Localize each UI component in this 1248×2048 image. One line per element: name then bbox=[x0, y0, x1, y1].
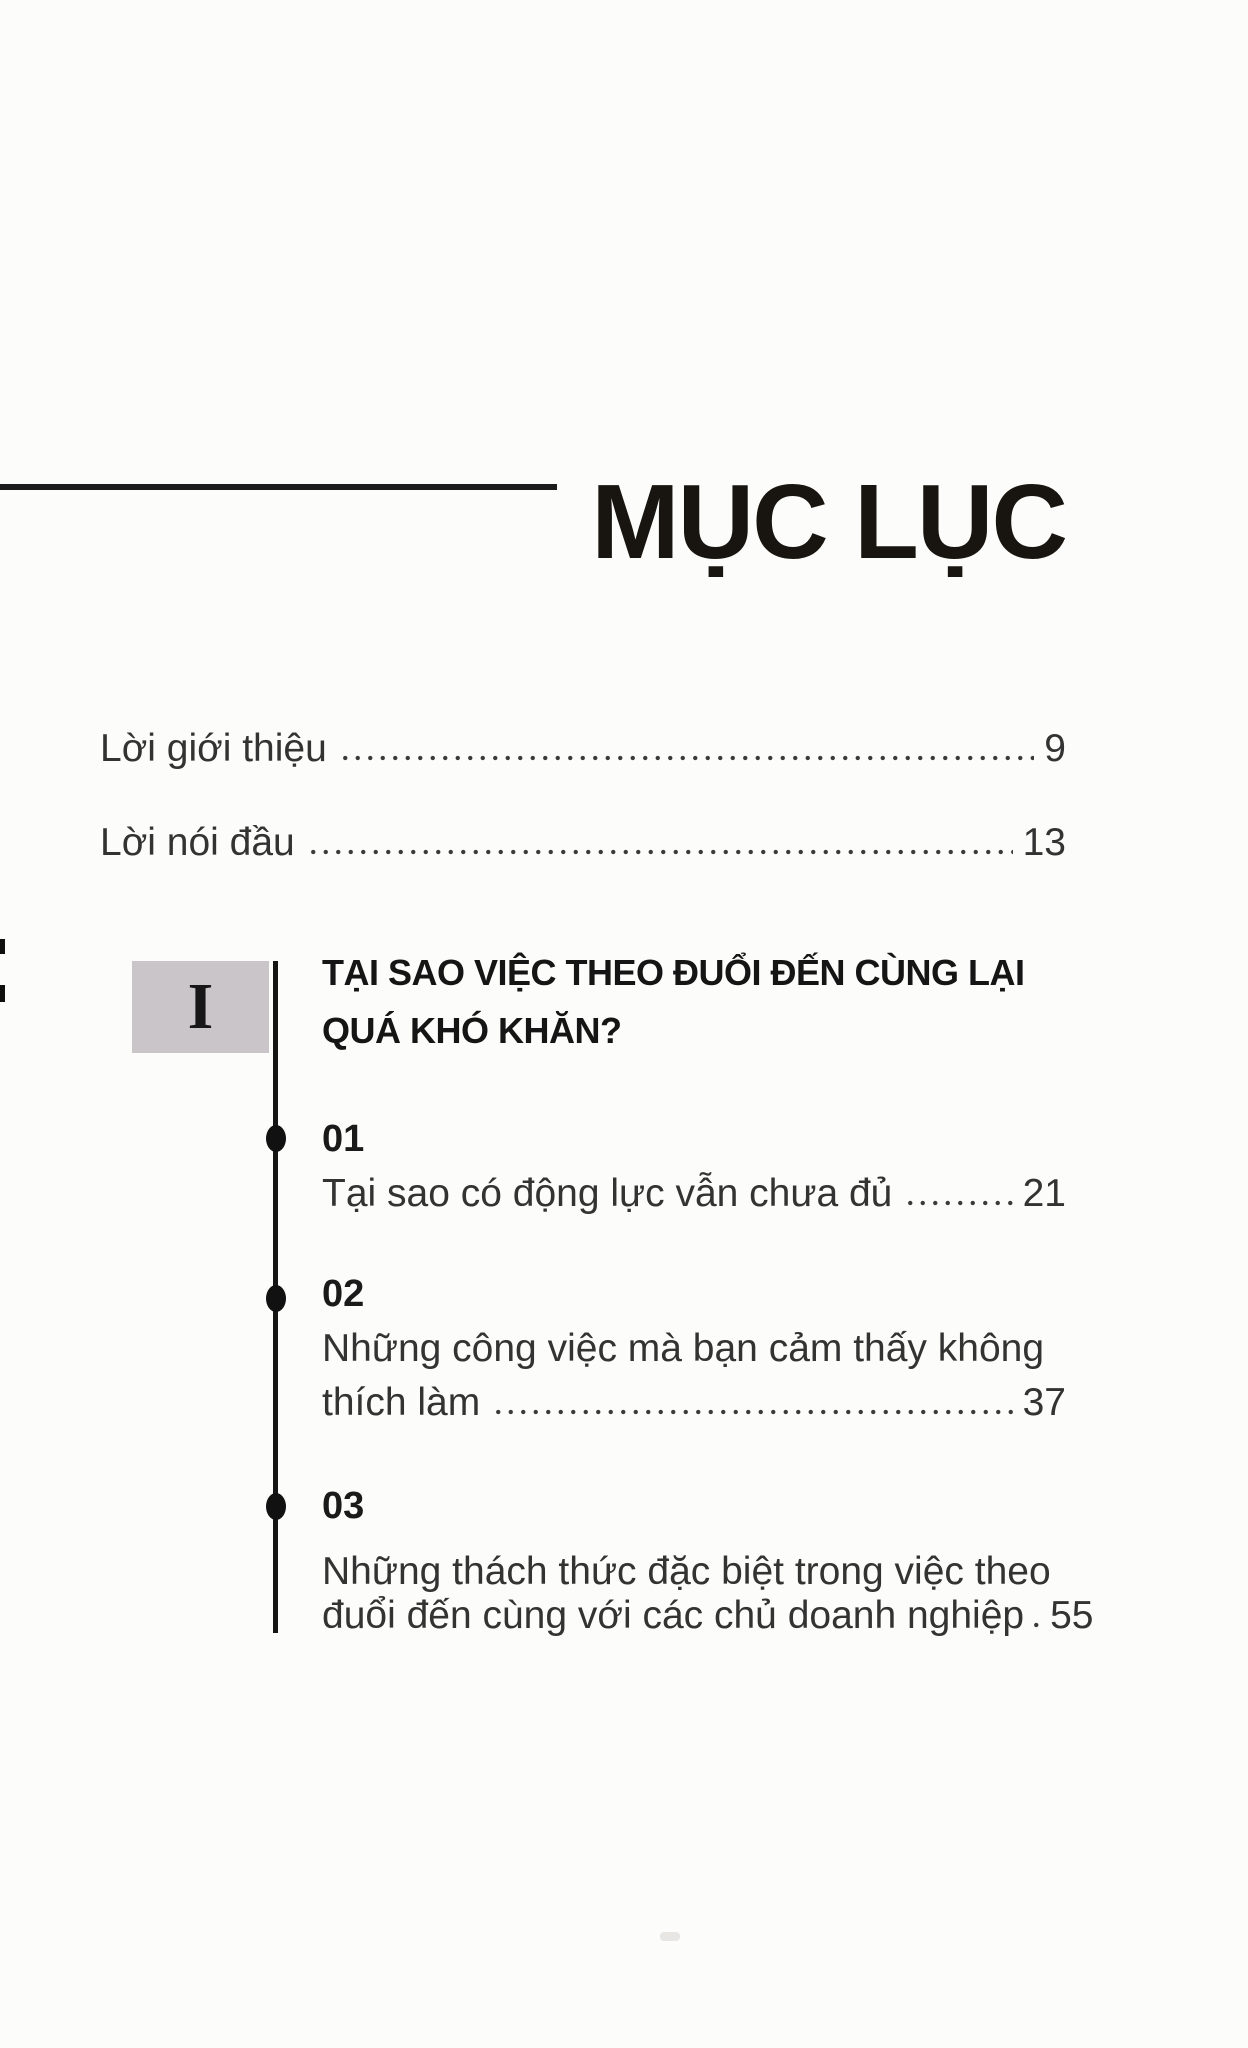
page-title: MỤC LỤC bbox=[591, 463, 1066, 582]
scan-artifact-smudge bbox=[660, 1932, 680, 1941]
toc-entry-label: Lời nói đầu bbox=[100, 821, 295, 864]
toc-entry-label: Những công việc mà bạn cảm thấy không bbox=[322, 1327, 1045, 1370]
section-title bbox=[322, 944, 1042, 1060]
chapter-number: 03 bbox=[322, 1485, 365, 1527]
dot-leader bbox=[1030, 1622, 1044, 1628]
title-underline-rule bbox=[0, 484, 557, 490]
toc-page-number: 37 bbox=[1022, 1381, 1066, 1424]
chapter-bullet-icon bbox=[266, 1285, 286, 1312]
toc-entry-label: Những thách thức đặc biệt trong việc theo bbox=[322, 1550, 1051, 1593]
toc-entry-chapter-01 bbox=[322, 1171, 1066, 1217]
chapter-bullet-icon bbox=[266, 1125, 286, 1152]
toc-page-number: 21 bbox=[1022, 1172, 1066, 1215]
toc-entry-label: Tại sao có động lực vẫn chưa đủ bbox=[322, 1172, 893, 1215]
chapter-number: 02 bbox=[322, 1273, 365, 1315]
section-title-line-1: TẠI SAO VIỆC THEO ĐUỔI ĐẾN CÙNG LẠI bbox=[322, 952, 1025, 993]
section-title-line-2: QUÁ KHÓ KHĂN? bbox=[322, 1010, 622, 1051]
toc-page-number: 55 bbox=[1050, 1594, 1094, 1637]
scan-artifact-notch bbox=[0, 939, 5, 954]
chapter-number: 01 bbox=[322, 1118, 365, 1160]
toc-entry-chapter-02 bbox=[322, 1380, 1066, 1426]
toc-entry-loi-gioi-thieu bbox=[100, 726, 1066, 772]
toc-page-number: 13 bbox=[1022, 821, 1066, 864]
toc-entry-chapter-03 bbox=[322, 1593, 1094, 1639]
dot-leader bbox=[492, 1409, 1012, 1415]
section-numeral: I bbox=[187, 970, 214, 1043]
dot-leader bbox=[339, 755, 1035, 761]
dot-leader bbox=[904, 1200, 1012, 1206]
toc-entry-label: đuổi đến cùng với các chủ doanh nghiệp bbox=[322, 1594, 1025, 1637]
chapter-bullet-icon bbox=[266, 1493, 286, 1520]
scan-artifact-notch bbox=[0, 985, 5, 1002]
toc-entry-label: thích làm bbox=[322, 1381, 481, 1424]
toc-entry-loi-noi-dau bbox=[100, 820, 1066, 866]
section-numeral-box bbox=[132, 961, 269, 1053]
dot-leader bbox=[307, 849, 1013, 855]
toc-entry-label: Lời giới thiệu bbox=[100, 727, 327, 770]
toc-page-number: 9 bbox=[1044, 727, 1066, 770]
